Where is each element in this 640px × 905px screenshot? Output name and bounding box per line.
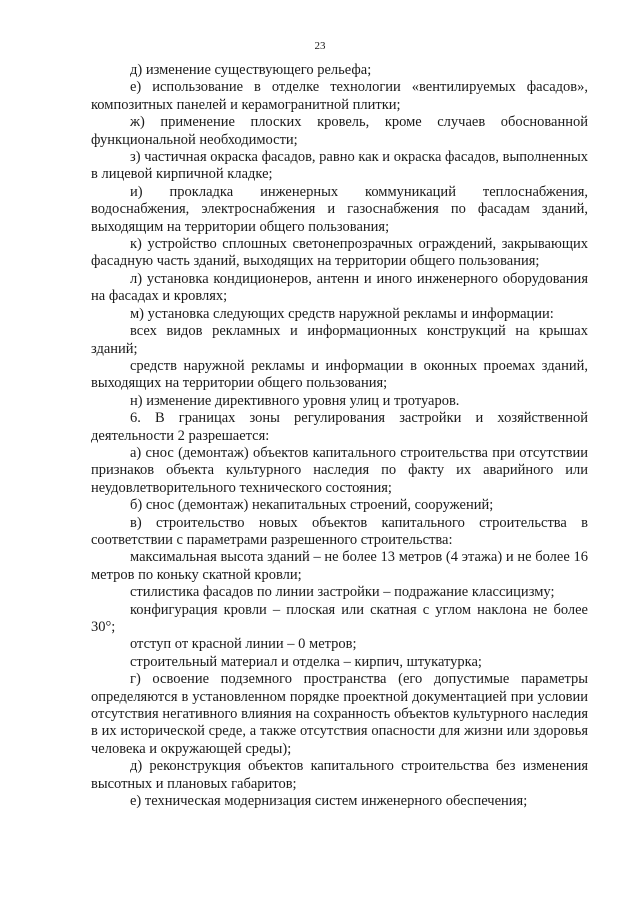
paragraph: стилистика фасадов по линии застройки – подражание классицизму; — [130, 584, 555, 601]
paragraph: 6. В границах зоны регулирования застройки и хозяйственной деятельности 2 разрешается: — [91, 410, 588, 444]
paragraph: максимальная высота зданий – не более 13 метров (4 этажа) и не более 16 метров по коньку скатной кровли; — [91, 549, 588, 583]
paragraph: д) реконструкция объектов капитального строительства без изменения высотных и плановых габаритов; — [91, 758, 588, 792]
paragraph: д) изменение существующего рельефа; — [130, 62, 372, 78]
paragraph: а) снос (демонтаж) объектов капитального строительства при отсутствии признаков объекта культурного наследия по факту их аварийного или неудовлетворительного технического состояния; — [91, 444, 588, 496]
paragraph: е) использование в отделке технологии «вентилируемых фасадов», композитных панелей и керамогранитной плитки; — [91, 79, 588, 113]
paragraph: н) изменение директивного уровня улиц и тротуаров. — [130, 392, 460, 409]
paragraph: и) прокладка инженерных коммуникаций теплоснабжения, водоснабжения, электроснабжения и газоснабжения по фасадам зданий, выходящим на территории общего пользования; — [91, 183, 588, 235]
paragraph: б) снос (демонтаж) некапитальных строений, сооружений; — [130, 497, 494, 514]
paragraph: средств наружной рекламы и информации в оконных проемах зданий, выходящих на территории общего пользования; — [91, 357, 588, 392]
paragraph: ж) применение плоских кровель, кроме случаев обоснованной функциональной необходимости; — [91, 114, 588, 148]
paragraph: строительный материал и отделка – кирпич, штукатурка; — [130, 653, 482, 670]
paragraph: з) частичная окраска фасадов, равно как и окраска фасадов, выполненных в лицевой кирпичной кладке; — [91, 149, 588, 183]
paragraph: к) устройство сплошных светонепрозрачных ограждений, закрывающих фасадную часть зданий, выходящих на территории общего пользования; — [91, 236, 588, 270]
paragraph: м) установка следующих средств наружной рекламы и информации: — [130, 305, 554, 322]
paragraph: в) строительство новых объектов капитального строительства в соответствии с параметрами разрешенного строительства: — [91, 514, 588, 548]
paragraph: отступ от красной линии – 0 метров; — [130, 636, 357, 653]
paragraph: е) техническая модернизация систем инженерного обеспечения; — [130, 793, 528, 810]
paragraph: л) установка кондиционеров, антенн и иного инженерного оборудования на фасадах и кровлях; — [91, 270, 588, 305]
page-number: 23 — [314, 40, 326, 52]
paragraph: всех видов рекламных и информационных конструкций на крышах зданий; — [91, 323, 588, 357]
paragraph: г) освоение подземного пространства (его допустимые параметры определяются в установленном порядке проектной документацией при условии отсутствия негативного влияния на сохранность объектов культурного наследия в их исторической среде, а также отсутствия опасности для жизни или здоровья человека и окружающей среды); — [91, 671, 588, 757]
paragraph: конфигурация кровли – плоская или скатная с углом наклона не более 30°; — [91, 601, 588, 635]
document-body — [91, 62, 588, 810]
